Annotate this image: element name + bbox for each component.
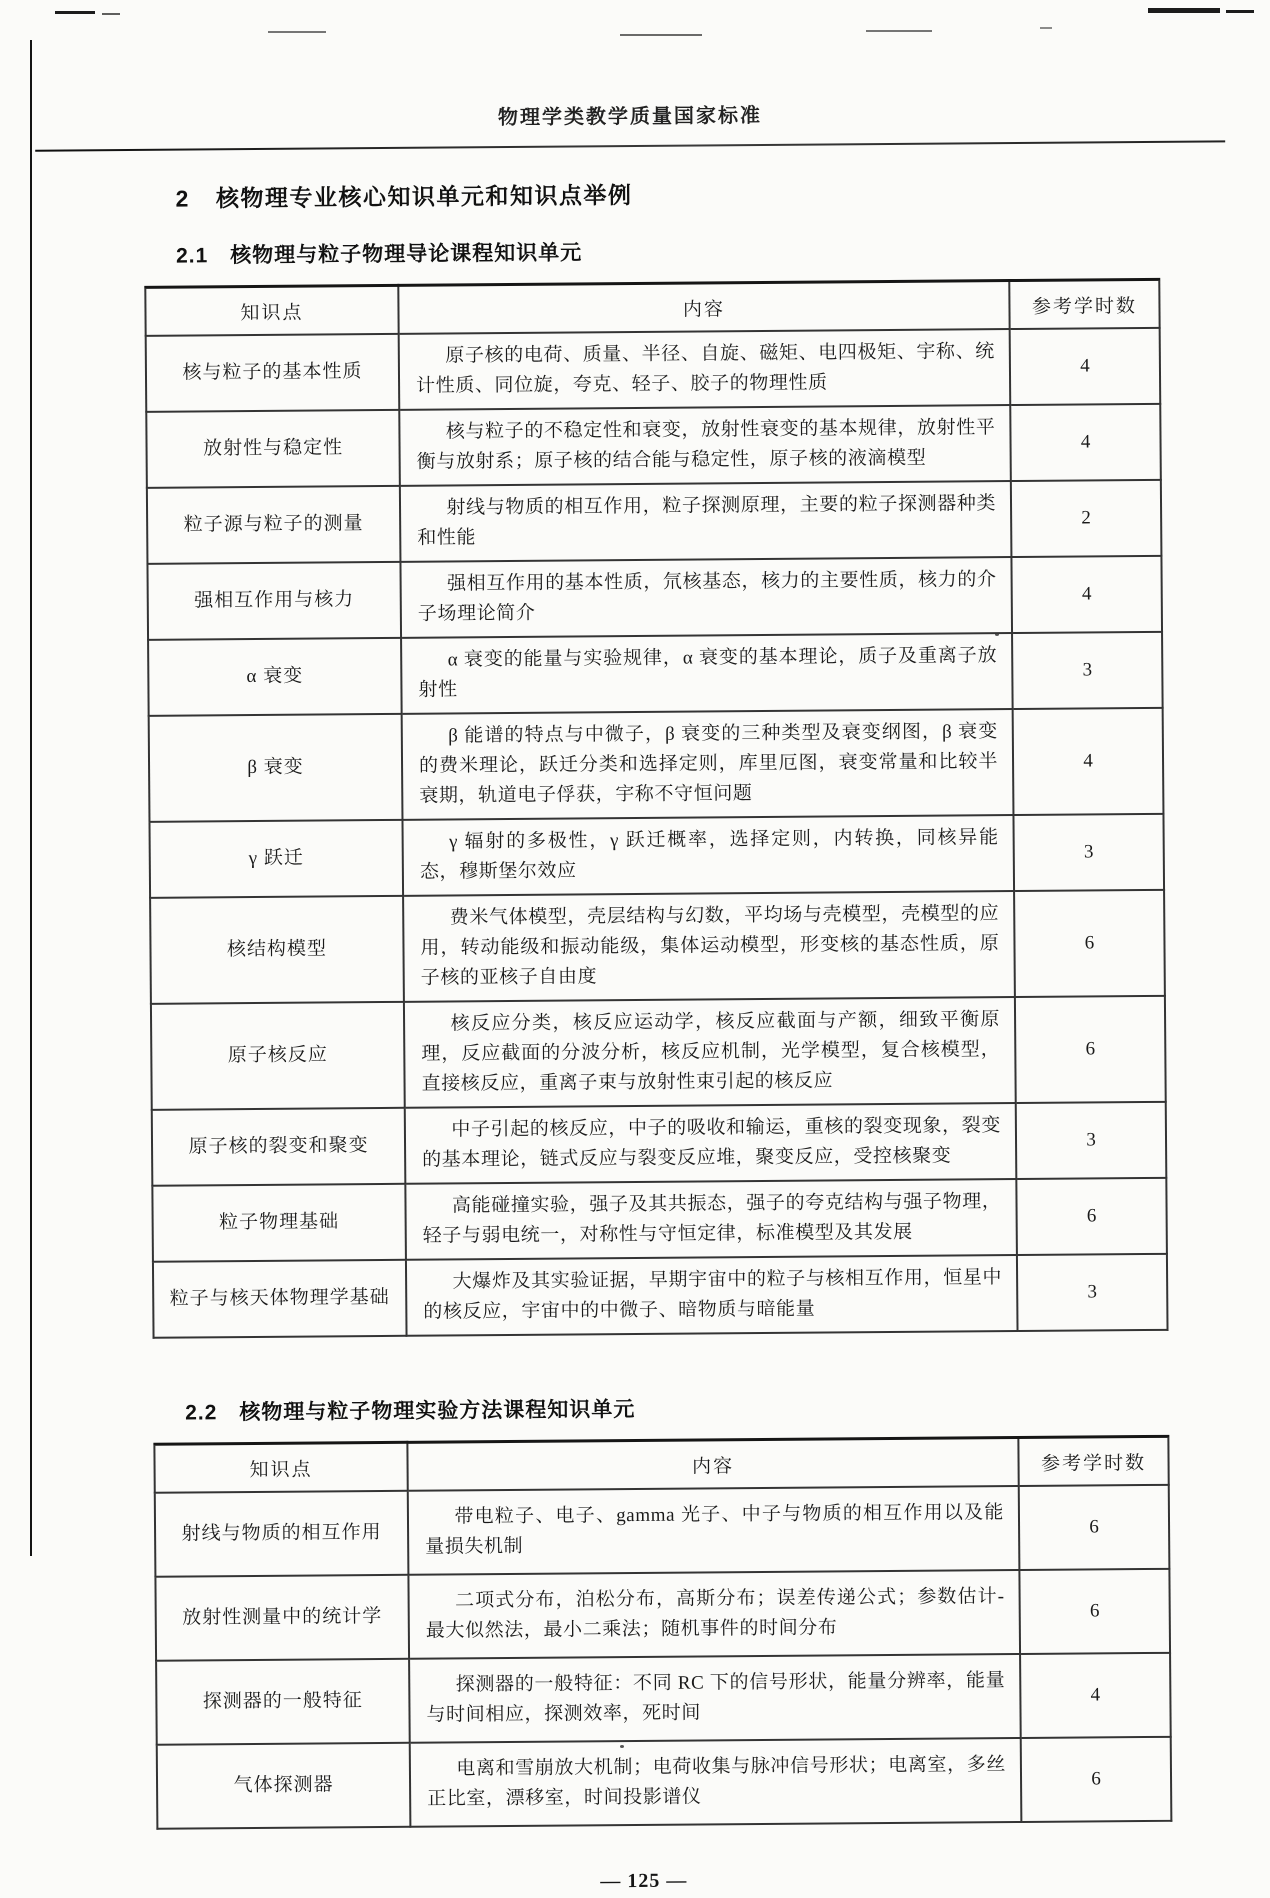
cell-hours: 6	[1014, 890, 1165, 997]
cell-hours: 3	[1016, 1102, 1167, 1179]
cell-hours: 4	[1011, 556, 1162, 633]
cell-hours: 3	[1012, 632, 1163, 709]
cell-topic: 粒子与核天体物理学基础	[153, 1260, 407, 1338]
section-number: 2	[175, 185, 190, 212]
cell-hours: 4	[1010, 404, 1161, 481]
table-row	[147, 556, 1162, 640]
running-header-title: 物理学类教学质量国家标准	[497, 104, 763, 130]
header-rule	[35, 140, 1225, 151]
cell-content: 带电粒子、电子、gamma 光子、中子与物质的相互作用以及能量损失机制	[408, 1486, 1020, 1575]
table-row	[153, 1254, 1168, 1338]
column-header-topic: 知识点	[154, 1442, 407, 1492]
column-header-hours: 参考学时数	[1018, 1436, 1168, 1486]
table-row	[152, 1102, 1167, 1186]
subsection-heading-2-2	[185, 1388, 1270, 1427]
knowledge-table-experiment-course	[153, 1435, 1172, 1830]
cell-hours: 6	[1019, 1485, 1170, 1570]
subsection-title: 核物理与粒子物理实验方法课程知识单元	[239, 1398, 636, 1425]
table-row	[155, 1569, 1170, 1661]
cell-topic: 强相互作用与核力	[147, 562, 401, 640]
table-row	[147, 480, 1162, 564]
cell-content: 核与粒子的不稳定性和衰变，放射性衰变的基本规律，放射性平衡与放射系；原子核的结合能与稳定性，原子核的液滴模型	[399, 405, 1011, 486]
cell-content: 核反应分类，核反应运动学，核反应截面与产额，细致平衡原理，反应截面的分波分析，核反应机制，光学模型，复合核模型，直接核反应，重离子束与放射性束引起的核反应	[404, 997, 1016, 1108]
table-row	[150, 890, 1165, 1004]
table-row	[146, 328, 1161, 412]
table-row	[148, 632, 1163, 716]
cell-topic: 放射性测量中的统计学	[155, 1575, 409, 1661]
page-number: — 125 —	[600, 1869, 688, 1893]
table-row	[149, 708, 1164, 822]
cell-hours: 6	[1016, 1178, 1167, 1255]
cell-topic: γ 跃迁	[149, 820, 403, 898]
cell-content: 强相互作用的基本性质，氘核基态，核力的主要性质，核力的介子场理论简介	[400, 557, 1012, 638]
cell-hours: 4	[1013, 708, 1164, 815]
cell-hours: 3	[1013, 814, 1164, 891]
cell-topic: 粒子物理基础	[152, 1184, 406, 1262]
cell-topic: 射线与物质的相互作用	[155, 1491, 409, 1577]
cell-topic: 气体探测器	[157, 1743, 411, 1829]
cell-content: 原子核的电荷、质量、半径、自旋、磁矩、电四极矩、宇称、统计性质、同位旋，夸克、轻子、胶子的物理性质	[399, 329, 1011, 410]
cell-content: 中子引起的核反应，中子的吸收和输运，重核的裂变现象，裂变的基本理论，链式反应与裂变反应堆，聚变反应，受控核聚变	[405, 1103, 1017, 1184]
cell-topic: 粒子源与粒子的测量	[147, 486, 401, 564]
subsection-title: 核物理与粒子物理导论课程知识单元	[230, 241, 583, 268]
cell-hours: 6	[1019, 1569, 1170, 1654]
cell-hours: 2	[1011, 480, 1162, 557]
cell-topic: 原子核反应	[151, 1002, 405, 1110]
column-header-content: 内容	[407, 1438, 1018, 1491]
cell-content: 费米气体模型，壳层结构与幻数，平均场与壳模型，壳模型的应用，转动能级和振动能级，集体运动模型，形变核的基态性质，原子核的亚核子自由度	[403, 891, 1015, 1002]
cell-content: 探测器的一般特征：不同 RC 下的信号形状，能量分辨率，能量与时间相应，探测效率，死时间	[409, 1654, 1021, 1743]
cell-hours: 4	[1020, 1653, 1171, 1738]
cell-content: α 衰变的能量与实验规律，α 衰变的基本理论，质子及重离子放射性	[401, 633, 1013, 714]
cell-content: 二项式分布，泊松分布，高斯分布；误差传递公式；参数估计-最大似然法，最小二乘法；随机事件的时间分布	[408, 1570, 1020, 1659]
table-row	[149, 814, 1164, 898]
cell-topic: 放射性与稳定性	[146, 410, 400, 488]
cell-content: 射线与物质的相互作用，粒子探测原理，主要的粒子探测器种类和性能	[400, 481, 1012, 562]
cell-hours: 4	[1010, 328, 1161, 405]
table-header-row	[154, 1436, 1168, 1492]
cell-content: γ 辐射的多极性，γ 跃迁概率，选择定则，内转换，同核异能态，穆斯堡尔效应	[402, 815, 1014, 896]
column-header-topic: 知识点	[145, 285, 398, 335]
column-header-content: 内容	[398, 281, 1009, 334]
cell-content: 高能碰撞实验，强子及其共振态，强子的夸克结构与强子物理，轻子与弱电统一，对称性与守恒定律，标准模型及其发展	[405, 1179, 1017, 1260]
table-row	[155, 1485, 1170, 1577]
table-row	[152, 1178, 1167, 1262]
cell-content: 大爆炸及其实验证据，早期宇宙中的粒子与核相互作用，恒星中的核反应，宇宙中的中微子、暗物质与暗能量	[406, 1255, 1018, 1336]
cell-topic: β 衰变	[149, 714, 403, 822]
section-heading	[175, 172, 1265, 214]
cell-topic: 核与粒子的基本性质	[146, 334, 400, 412]
table-row	[156, 1653, 1171, 1745]
table-header-row	[145, 279, 1159, 335]
cell-hours: 6	[1015, 996, 1166, 1103]
cell-topic: 原子核的裂变和聚变	[152, 1108, 406, 1186]
section-title: 核物理专业核心知识单元和知识点举例	[215, 182, 633, 212]
knowledge-table-intro-course	[144, 278, 1168, 1339]
cell-content: β 能谱的特点与中微子，β 衰变的三种类型及衰变纲图，β 衰变的费米理论，跃迁分类和选择定则，库里厄图，衰变常量和比较半衰期，轨道电子俘获，宇称不守恒问题	[402, 709, 1014, 820]
cell-hours: 6	[1021, 1737, 1172, 1822]
table-row	[157, 1737, 1172, 1829]
table-row	[146, 404, 1161, 488]
cell-topic: 核结构模型	[150, 896, 404, 1004]
cell-topic: 探测器的一般特征	[156, 1659, 410, 1745]
table-row	[151, 996, 1166, 1110]
subsection-number: 2.2	[185, 1401, 218, 1425]
cell-topic: α 衰变	[148, 638, 402, 716]
subsection-heading-2-1	[176, 231, 1266, 270]
cell-content: 电离和雪崩放大机制；电荷收集与脉冲信号形状；电离室，多丝正比室，漂移室，时间投影谱仪	[410, 1738, 1022, 1827]
cell-hours: 3	[1017, 1254, 1168, 1331]
subsection-number: 2.1	[175, 244, 209, 268]
column-header-hours: 参考学时数	[1009, 279, 1159, 329]
